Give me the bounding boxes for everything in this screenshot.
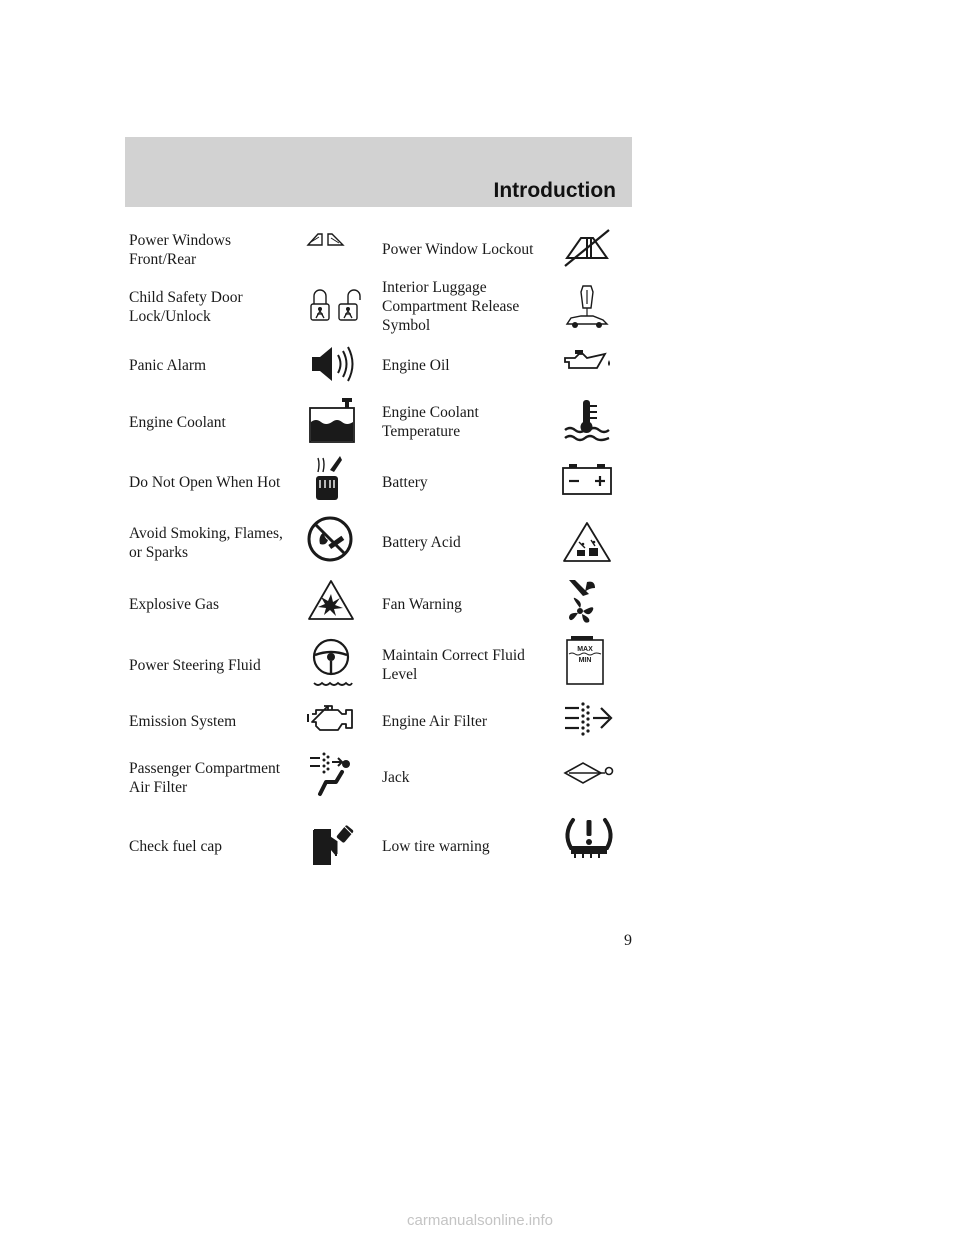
label-emission-system: Emission System bbox=[129, 713, 237, 730]
engine-air-filter-icon bbox=[561, 700, 613, 738]
label-engine-air-filter: Engine Air Filter bbox=[382, 713, 488, 730]
power-window-lockout-icon bbox=[561, 228, 613, 268]
explosive-gas-icon bbox=[306, 578, 356, 622]
cabin-air-filter-icon bbox=[306, 750, 356, 800]
child-safety-lock-icon bbox=[306, 288, 362, 324]
section-title: Introduction bbox=[493, 179, 616, 202]
section-header bbox=[125, 137, 632, 207]
label-do-not-open-hot: Do Not Open When Hot bbox=[129, 474, 281, 491]
label-power-steering-fluid: Power Steering Fluid bbox=[129, 657, 261, 674]
label-explosive-gas: Explosive Gas bbox=[129, 596, 219, 613]
battery-icon bbox=[561, 462, 613, 496]
jack-icon bbox=[561, 760, 617, 786]
label-power-windows: Power Windows Front/Rear bbox=[129, 232, 231, 268]
fuel-cap-icon bbox=[306, 820, 360, 868]
label-avoid-smoking: Avoid Smoking, Flames, or Sparks bbox=[129, 525, 283, 561]
label-jack: Jack bbox=[382, 769, 410, 786]
label-low-tire-warning: Low tire warning bbox=[382, 838, 490, 855]
label-engine-coolant-temp: Engine Coolant Temperature bbox=[382, 404, 479, 440]
engine-coolant-icon bbox=[306, 398, 358, 444]
label-child-safety-door: Child Safety Door Lock/Unlock bbox=[129, 289, 243, 325]
coolant-temperature-icon bbox=[561, 398, 613, 444]
power-steering-fluid-icon bbox=[306, 637, 356, 691]
label-engine-coolant: Engine Coolant bbox=[129, 414, 226, 431]
label-fan-warning: Fan Warning bbox=[382, 596, 462, 613]
footer-watermark: carmanualsonline.info bbox=[407, 1212, 553, 1229]
engine-check-icon bbox=[306, 704, 356, 734]
label-power-window-lockout: Power Window Lockout bbox=[382, 241, 534, 258]
panic-alarm-icon bbox=[306, 343, 358, 385]
max-mark: MAX bbox=[577, 646, 593, 653]
min-mark: MIN bbox=[578, 657, 592, 664]
no-smoking-flames-icon bbox=[306, 514, 356, 564]
label-battery-acid: Battery Acid bbox=[382, 534, 461, 551]
low-tire-pressure-icon bbox=[561, 814, 617, 860]
fan-warning-icon bbox=[561, 576, 605, 626]
label-battery: Battery bbox=[382, 474, 428, 491]
luggage-release-icon bbox=[561, 282, 611, 330]
label-engine-oil: Engine Oil bbox=[382, 357, 450, 374]
engine-oil-icon bbox=[561, 348, 613, 374]
power-windows-icon bbox=[306, 230, 346, 250]
label-passenger-air-filter: Passenger Compartment Air Filter bbox=[129, 760, 281, 796]
do-not-open-hot-icon bbox=[306, 452, 346, 504]
label-maintain-fluid-level: Maintain Correct Fluid Level bbox=[382, 647, 525, 683]
page-number: 9 bbox=[624, 932, 632, 949]
label-check-fuel-cap: Check fuel cap bbox=[129, 838, 222, 855]
fluid-level-icon bbox=[561, 636, 611, 688]
label-panic-alarm: Panic Alarm bbox=[129, 357, 207, 374]
battery-acid-icon bbox=[561, 520, 613, 564]
label-interior-luggage: Interior Luggage Compartment Release Symbol bbox=[382, 279, 520, 334]
